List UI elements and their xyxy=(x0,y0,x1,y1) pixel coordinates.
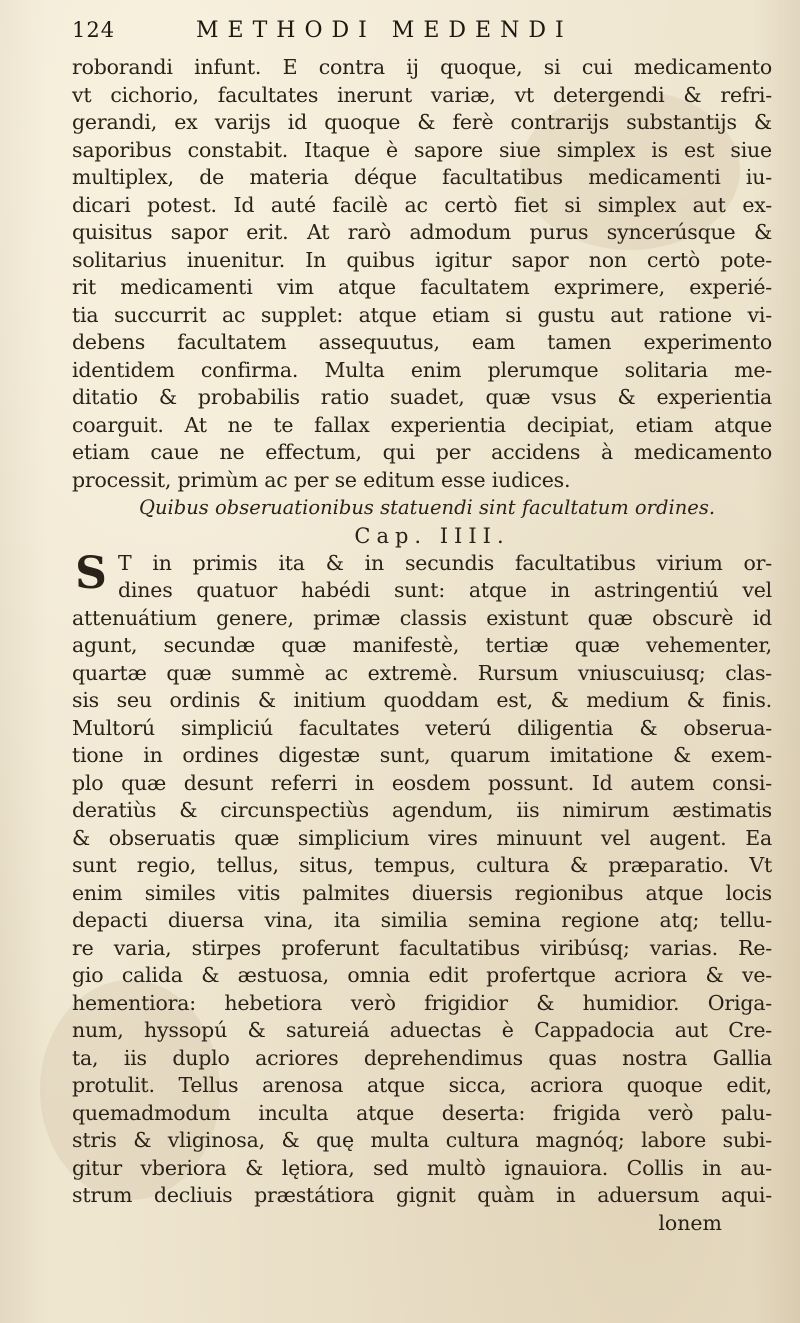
text-line: rit medicamenti vim atque facultatem exprimere, experié- xyxy=(72,275,772,299)
text-line: deratiùs & circunspectiùs agendum, iis nimirum æstimatis xyxy=(72,798,772,822)
text-line: & obseruatis quæ simplicium vires minuunt vel augent. Ea xyxy=(72,825,772,850)
text-line: roborandi infunt. E contra ij quoque, si cui medicamento xyxy=(72,55,772,79)
text-line: ta, iis duplo acriores deprehendimus quas nostra Gallia xyxy=(72,1045,772,1070)
text-line: plo quæ desunt referri in eosdem possunt. Id autem consi- xyxy=(72,770,772,795)
text-line: coarguit. At ne te fallax experientia decipiat, etiam atque xyxy=(72,412,772,437)
text-line: dines quatuor habédi sunt: atque in astringentiú vel xyxy=(118,578,772,602)
text-line: attenuátium genere, primæ classis existunt quæ obscurè id xyxy=(72,605,772,630)
book-page xyxy=(72,18,772,1237)
text-line: T in primis ita & in secundis facultatibus virium or- xyxy=(118,550,772,575)
text-line: tia succurrit ac supplet: atque etiam si gustu aut ratione vi- xyxy=(72,302,772,327)
text-line: num, hyssopú & satureiá aduectas è Cappadocia aut Cre- xyxy=(72,1018,772,1042)
text-line: ditatio & probabilis ratio suadet, quæ vsus & experientia xyxy=(72,385,772,409)
text-line: sis seu ordinis & initium quoddam est, & medium & finis. xyxy=(72,688,772,712)
text-block-lower xyxy=(72,547,772,1210)
text-line: etiam caue ne effectum, qui per accidens à medicamento xyxy=(72,440,772,464)
section-heading: Quibus obseruationibus statuendi sint facultatum ordines. xyxy=(138,496,716,519)
text-line: saporibus constabit. Itaque è sapore siue simplex is est siue xyxy=(72,137,772,162)
text-line: gerandi, ex varijs id quoque & ferè contrarijs substantijs & xyxy=(72,110,772,134)
running-title: METHODI MEDENDI xyxy=(196,18,573,43)
catchword: lonem xyxy=(658,1210,722,1235)
text-line: protulit. Tellus arenosa atque sicca, acriora quoque edit, xyxy=(72,1073,772,1097)
text-line: multiplex, de materia déque facultatibus medicamenti iu- xyxy=(72,165,772,189)
text-line: enim similes vitis palmites diuersis regionibus atque locis xyxy=(72,880,772,905)
text-line: processit, primùm ac per se editum esse iudices. xyxy=(72,467,571,492)
text-line: tione in ordines digestæ sunt, quarum imitatione & exem- xyxy=(72,743,772,767)
text-line: gio calida & æstuosa, omnia edit profertque acriora & ve- xyxy=(72,963,772,987)
text-line: debens facultatem assequutus, eam tamen experimento xyxy=(72,330,772,354)
text-line: strum decliuis præstátiora gignit quàm in aduersum aqui- xyxy=(72,1183,772,1207)
text-line: hementiora: hebetiora verò frigidior & humidior. Origa- xyxy=(72,990,772,1015)
text-line: agunt, secundæ quæ manifestè, tertiæ quæ vehementer, xyxy=(72,633,772,657)
running-head xyxy=(72,18,772,54)
chapter-heading: Cap. IIII. xyxy=(354,523,510,548)
text-line: gitur vberiora & lętiora, sed multò ignauiora. Collis in au- xyxy=(72,1155,772,1180)
text-line: depacti diuersa vina, ita similia semina regione atq; tellu- xyxy=(72,908,772,932)
text-line: Multorú simpliciú facultates veterú diligentia & obserua- xyxy=(72,715,772,740)
page-number: 124 xyxy=(72,18,116,42)
text-block-upper xyxy=(72,54,772,494)
text-line: stris & vliginosa, & quę multa cultura magnóq; labore subi- xyxy=(72,1128,772,1152)
drop-cap-initial: S xyxy=(75,547,107,599)
text-line: solitarius inuenitur. In quibus igitur sapor non certò pote- xyxy=(72,247,772,272)
text-line: dicari potest. Id auté facilè ac certò fiet si simplex aut ex- xyxy=(72,192,772,217)
text-line: identidem confirma. Multa enim plerumque solitaria me- xyxy=(72,357,772,382)
text-line: vt cichorio, facultates inerunt variæ, vt detergendi & refri- xyxy=(72,82,772,107)
text-line: re varia, stirpes proferunt facultatibus viribúsq; varias. Re- xyxy=(72,935,772,960)
text-line: quisitus sapor erit. At rarò admodum purus syncerúsque & xyxy=(72,220,772,244)
text-line: sunt regio, tellus, situs, tempus, cultura & præparatio. Vt xyxy=(72,853,772,877)
text-line: quemadmodum inculta atque deserta: frigida verò palu- xyxy=(72,1100,772,1125)
text-line: quartæ quæ summè ac extremè. Rursum vniuscuiusq; clas- xyxy=(72,660,772,685)
